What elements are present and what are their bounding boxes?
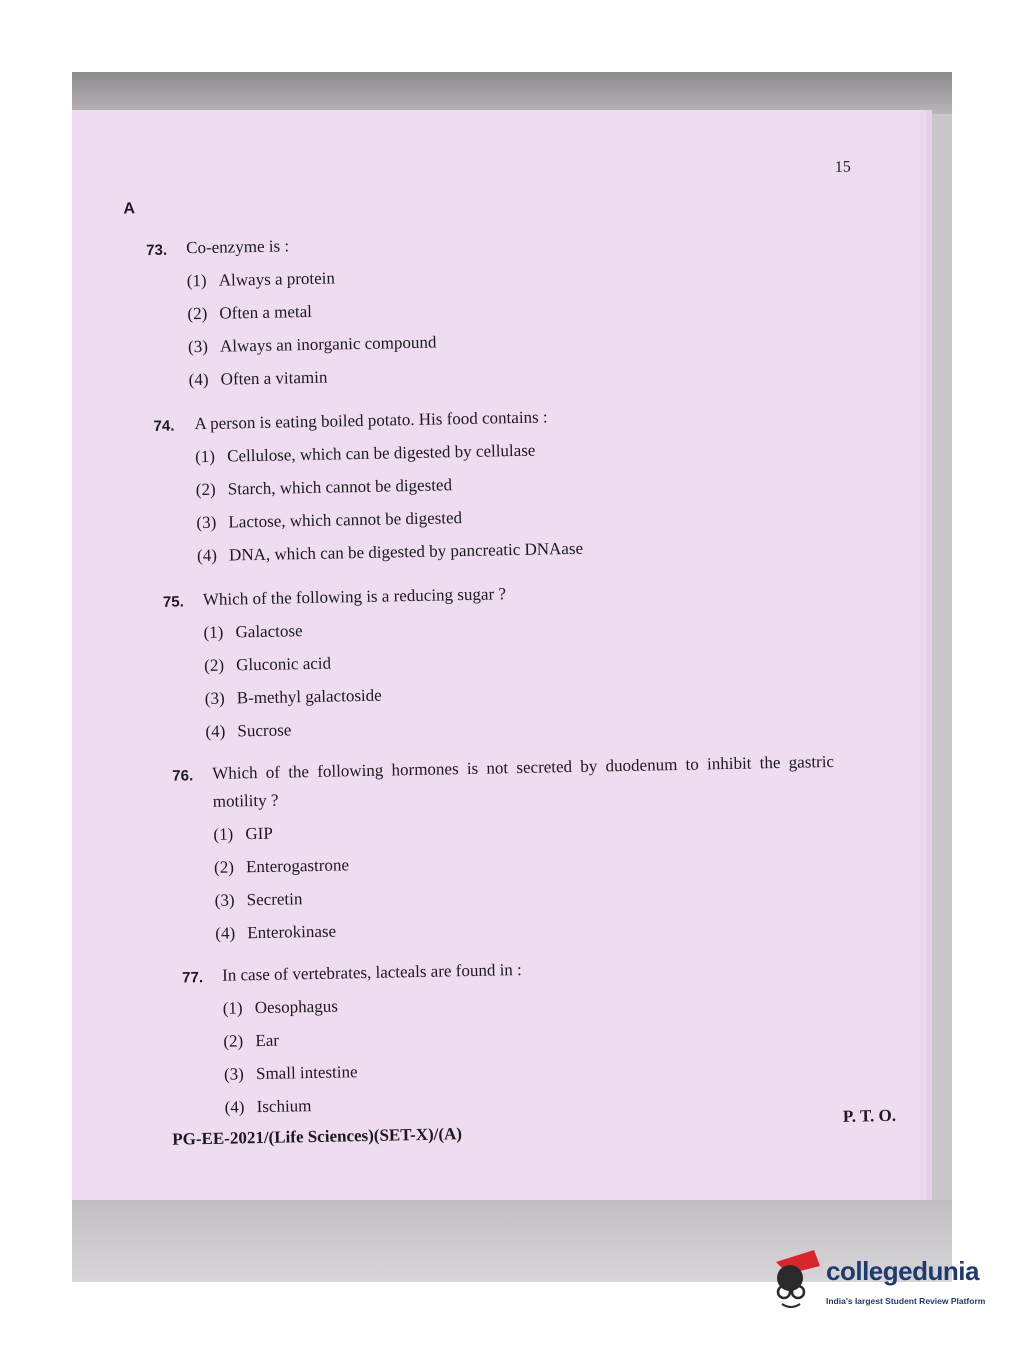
footer-pto: P. T. O. xyxy=(842,1105,897,1126)
option-number: (1) xyxy=(203,622,224,643)
option-number: (3) xyxy=(223,1064,245,1084)
watermark-tagline: India's largest Student Review Platform xyxy=(826,1296,986,1306)
question-number: 73. xyxy=(146,241,168,260)
option-number: (2) xyxy=(223,1031,244,1051)
option-3 xyxy=(205,686,382,709)
option-text: Enterokinase xyxy=(247,921,337,943)
option-4 xyxy=(215,922,336,944)
collegedunia-watermark xyxy=(768,1248,998,1318)
option-text: B-methyl galactoside xyxy=(236,685,382,708)
watermark-brand-name: collegedunia xyxy=(826,1256,979,1286)
option-1 xyxy=(213,824,273,845)
question-number: 76. xyxy=(172,767,194,785)
option-number: (3) xyxy=(204,688,225,709)
footer-exam-code: PG-EE-2021/(Life Sciences)(SET-X)/(A) xyxy=(172,1124,463,1149)
option-number: (1) xyxy=(186,270,207,291)
option-number: (4) xyxy=(188,369,209,390)
option-number: (4) xyxy=(215,923,236,943)
option-text: Gluconic acid xyxy=(235,653,332,675)
question-number: 75. xyxy=(162,593,184,611)
option-3 xyxy=(215,889,303,911)
set-letter: A xyxy=(123,200,136,218)
option-text: Cellulose, which can be digested by cellulase xyxy=(226,440,536,466)
option-text: Enterogastrone xyxy=(245,855,350,877)
option-number: (2) xyxy=(195,479,216,500)
option-text: Always an inorganic compound xyxy=(219,332,437,356)
option-text: DNA, which can be digested by pancreatic DNAase xyxy=(228,538,584,565)
option-1 xyxy=(195,441,536,468)
option-text: Sucrose xyxy=(237,720,292,741)
option-2 xyxy=(214,855,349,878)
option-text: Secretin xyxy=(246,889,303,910)
question-text: Which of the following hormones is not secreted by duodenum to inhibit the gastric xyxy=(212,751,835,783)
page-number: 15 xyxy=(834,158,851,176)
option-text: Lactose, which cannot be digested xyxy=(228,508,463,532)
option-number: (2) xyxy=(213,857,235,877)
option-text: Often a vitamin xyxy=(220,367,328,389)
option-text: Often a metal xyxy=(219,301,313,323)
option-number: (3) xyxy=(187,336,209,357)
option-number: (3) xyxy=(196,512,217,533)
option-4 xyxy=(205,720,291,742)
question-number: 74. xyxy=(153,417,175,435)
question-text: Which of the following is a reducing sugar ? xyxy=(202,584,507,610)
question-text: Co-enzyme is : xyxy=(185,236,290,258)
question-text: A person is eating boiled potato. His food contains : xyxy=(194,407,548,434)
option-text: Oesophagus xyxy=(254,996,339,1018)
option-3 xyxy=(224,1062,358,1085)
option-2 xyxy=(204,654,331,676)
collegedunia-mascot-icon xyxy=(768,1248,824,1314)
option-1 xyxy=(223,997,338,1019)
option-2 xyxy=(223,1031,279,1052)
option-4 xyxy=(189,368,328,391)
option-number: (1) xyxy=(213,824,234,844)
option-2 xyxy=(196,475,453,500)
option-1 xyxy=(187,268,335,291)
option-number: (4) xyxy=(224,1097,245,1117)
option-text: Ear xyxy=(255,1030,280,1051)
option-text: Ischium xyxy=(256,1096,312,1117)
question-text-continued: motility ? xyxy=(212,790,279,811)
option-text: Always a protein xyxy=(218,268,336,290)
option-number: (2) xyxy=(187,303,208,324)
option-text: GIP xyxy=(245,823,274,844)
option-3 xyxy=(196,508,462,533)
question-number: 77. xyxy=(182,969,204,987)
option-4 xyxy=(197,539,583,566)
option-text: Galactose xyxy=(235,621,303,642)
question-text: In case of vertebrates, lacteals are found in : xyxy=(221,959,522,985)
option-number: (3) xyxy=(214,890,235,910)
option-2 xyxy=(187,302,312,324)
option-3 xyxy=(188,333,437,358)
option-number: (2) xyxy=(203,655,225,676)
option-4 xyxy=(224,1096,311,1118)
option-number: (1) xyxy=(194,446,216,467)
option-text: Starch, which cannot be digested xyxy=(227,475,453,499)
option-number: (4) xyxy=(196,545,218,566)
option-text: Small intestine xyxy=(255,1062,358,1084)
option-number: (1) xyxy=(222,998,243,1018)
option-1 xyxy=(203,621,302,643)
option-number: (4) xyxy=(205,721,226,742)
